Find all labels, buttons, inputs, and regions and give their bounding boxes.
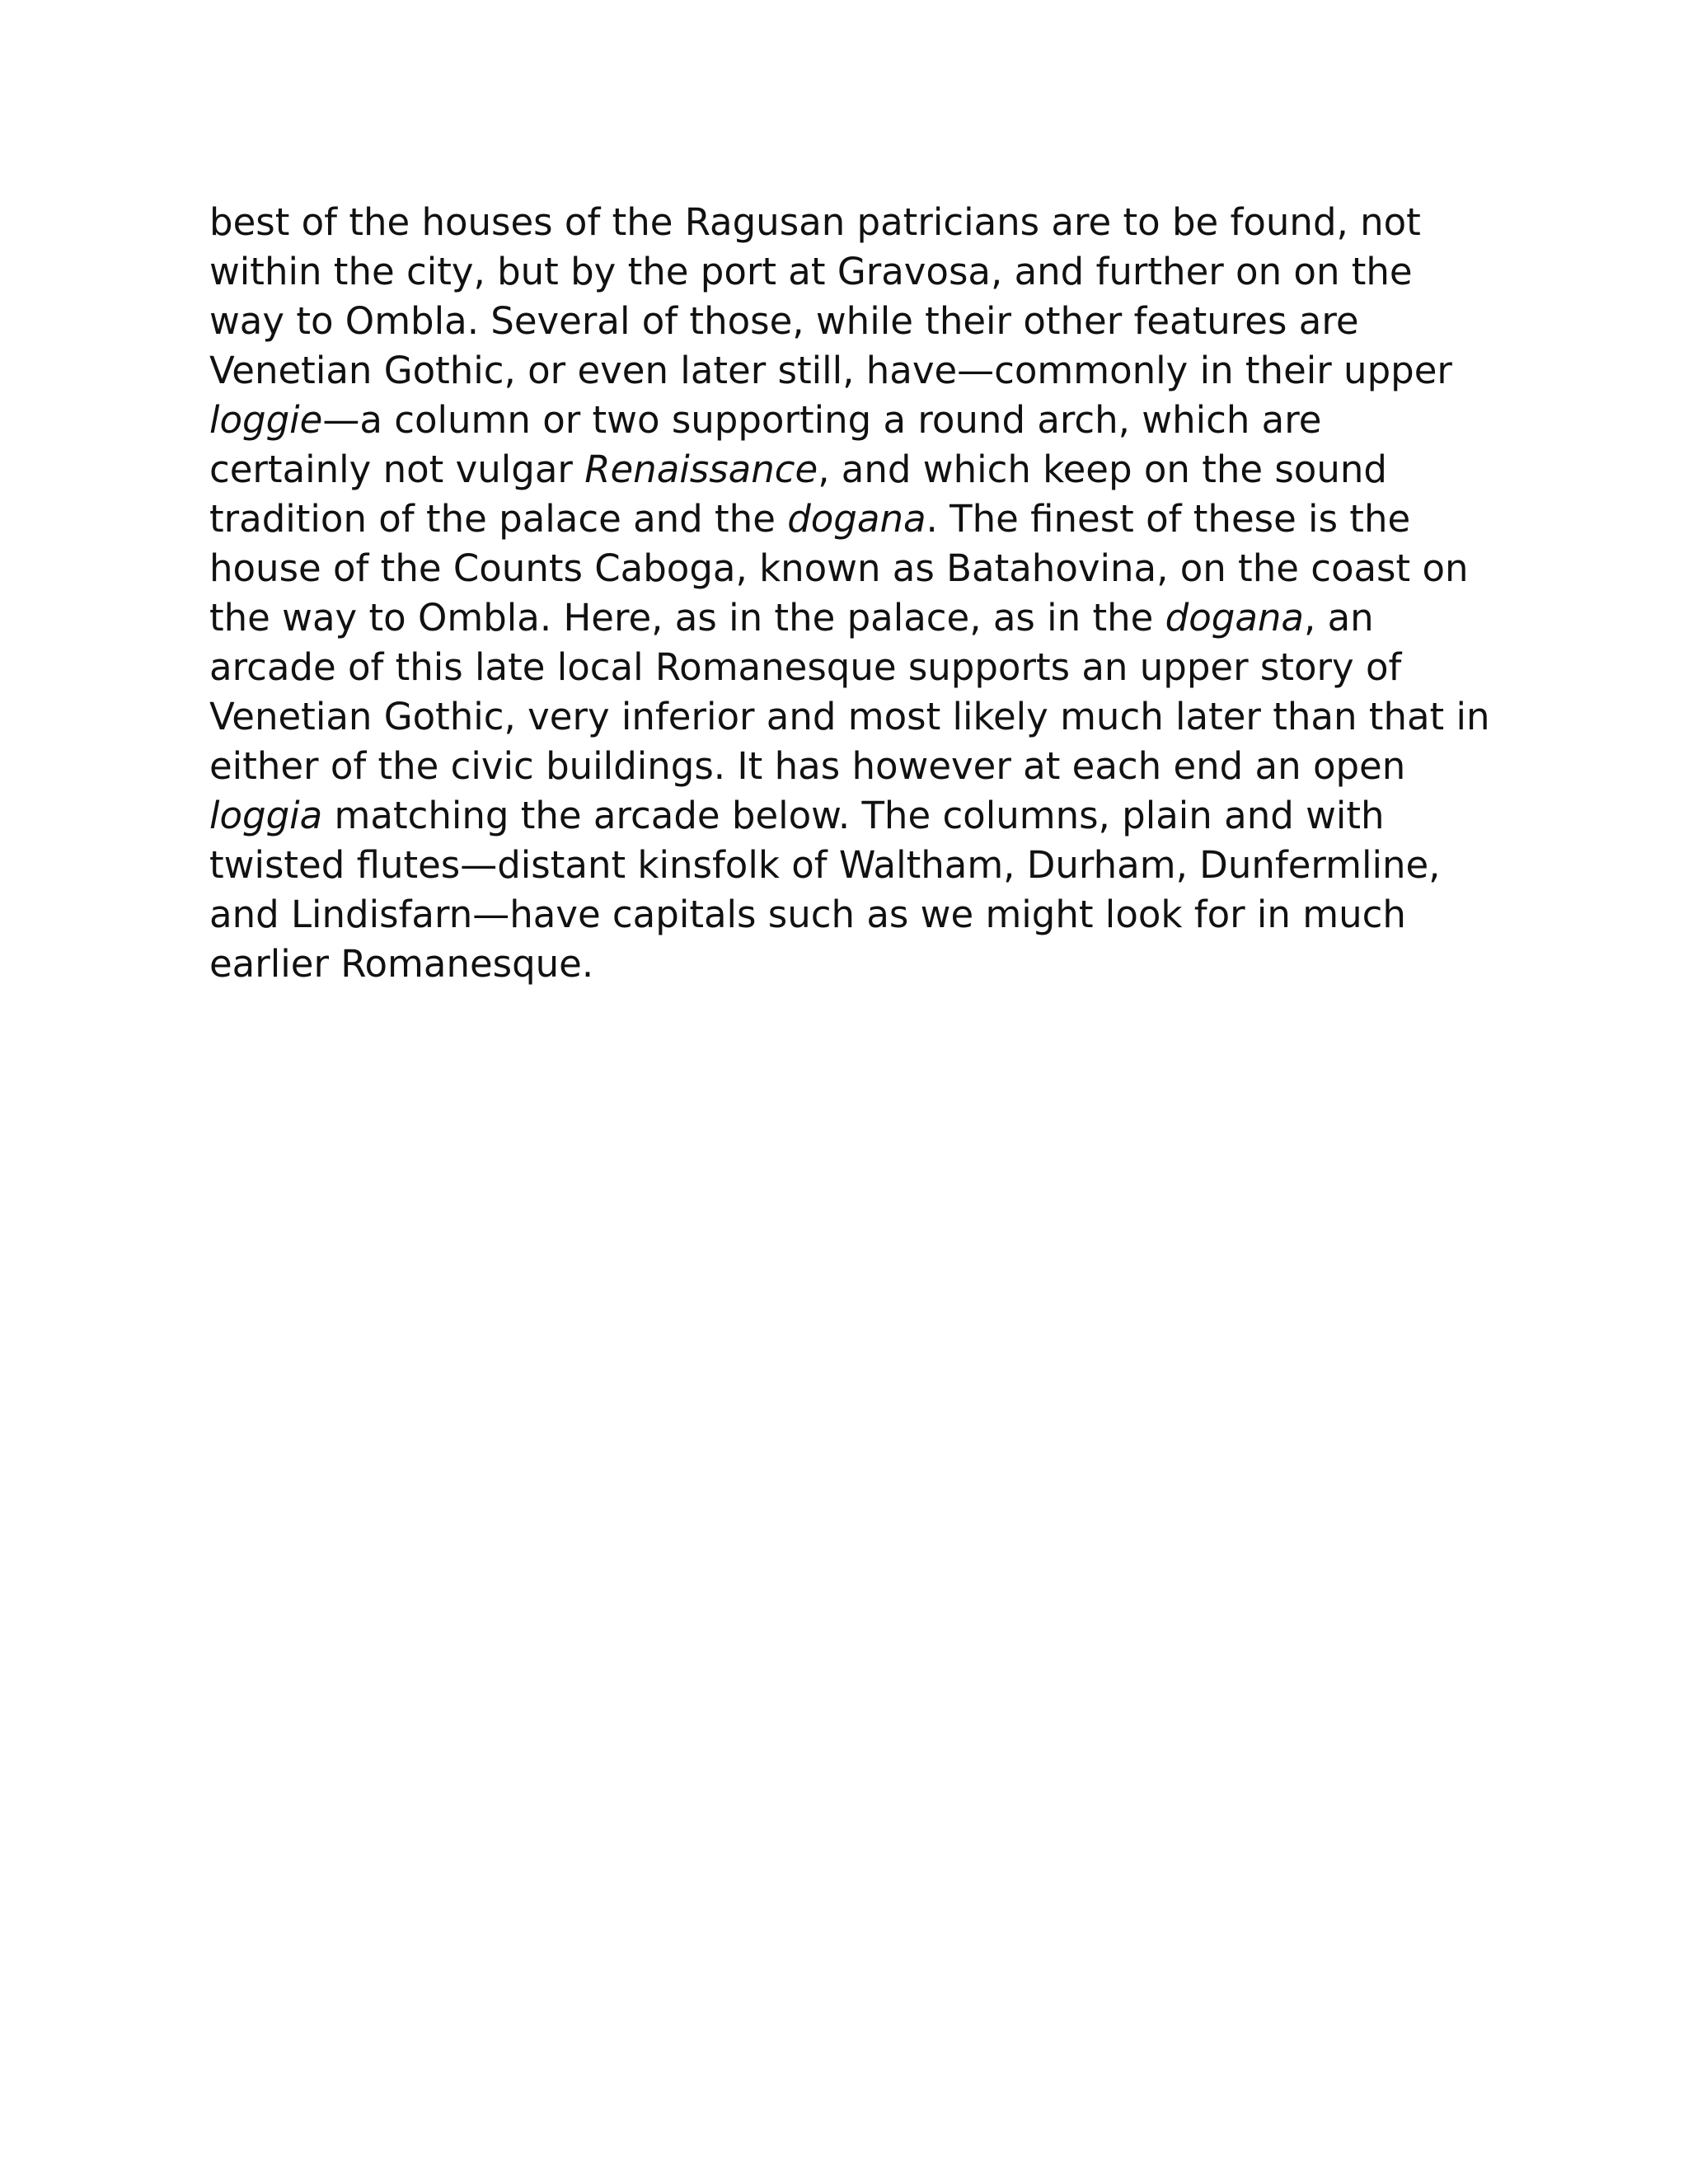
text-line — [209, 692, 1490, 742]
italic-term: dogana — [787, 497, 926, 541]
text-line — [209, 297, 1479, 346]
text-line — [209, 494, 1479, 544]
italic-term: loggie — [209, 398, 323, 442]
text-run: certainly not vulgar — [209, 448, 585, 491]
text-line — [209, 247, 1479, 297]
text-run: way to Ombla. Several of those, while their other features are — [209, 299, 1359, 343]
text-line — [209, 643, 1479, 692]
italic-term: Renaissance — [584, 448, 818, 491]
text-run: within the city, but by the port at Gravosa, and further on on the — [209, 250, 1413, 293]
text-run: tradition of the palace and the — [209, 497, 788, 541]
text-run: the way to Ombla. Here, as in the palace, as in the — [209, 596, 1165, 640]
text-run: Venetian Gothic, or even later still, have—commonly in their upper — [209, 349, 1452, 392]
text-run: arcade of this late local Romanesque supports an upper story of — [209, 645, 1402, 689]
text-line — [209, 593, 1479, 643]
text-run: best of the houses of the Ragusan patricians are to be found, not — [209, 200, 1421, 244]
text-run: —a column or two supporting a round arch, which are — [322, 398, 1322, 442]
text-run: . The finest of these is the — [926, 497, 1411, 541]
text-run: twisted flutes—distant kinsfolk of Waltham, Durham, Dunfermline, — [209, 843, 1441, 887]
italic-term: loggia — [209, 794, 323, 837]
text-run: , an — [1304, 596, 1374, 640]
text-run: and Lindisfarn—have capitals such as we might look for in much — [209, 893, 1406, 936]
text-run: either of the civic buildings. It has however at each end an open — [209, 744, 1406, 788]
text-line — [209, 791, 1479, 841]
text-line — [209, 841, 1479, 890]
text-line — [209, 445, 1479, 494]
text-line — [209, 396, 1479, 445]
text-run: , and which keep on the sound — [818, 448, 1387, 491]
text-line — [209, 742, 1479, 791]
text-run: house of the Counts Caboga, known as Batahovina, on the coast on — [209, 546, 1469, 590]
text-line — [209, 890, 1479, 940]
text-run: earlier Romanesque. — [209, 942, 594, 986]
italic-term: dogana — [1165, 596, 1304, 640]
text-line — [209, 544, 1479, 593]
text-run: matching the arcade below. The columns, plain and with — [322, 794, 1385, 837]
text-run: Venetian Gothic, very inferior and most likely much later than that in — [209, 695, 1490, 738]
text-line — [209, 346, 1479, 396]
text-line — [209, 940, 1479, 989]
text-line — [209, 198, 1479, 247]
body-paragraph — [209, 198, 1490, 989]
